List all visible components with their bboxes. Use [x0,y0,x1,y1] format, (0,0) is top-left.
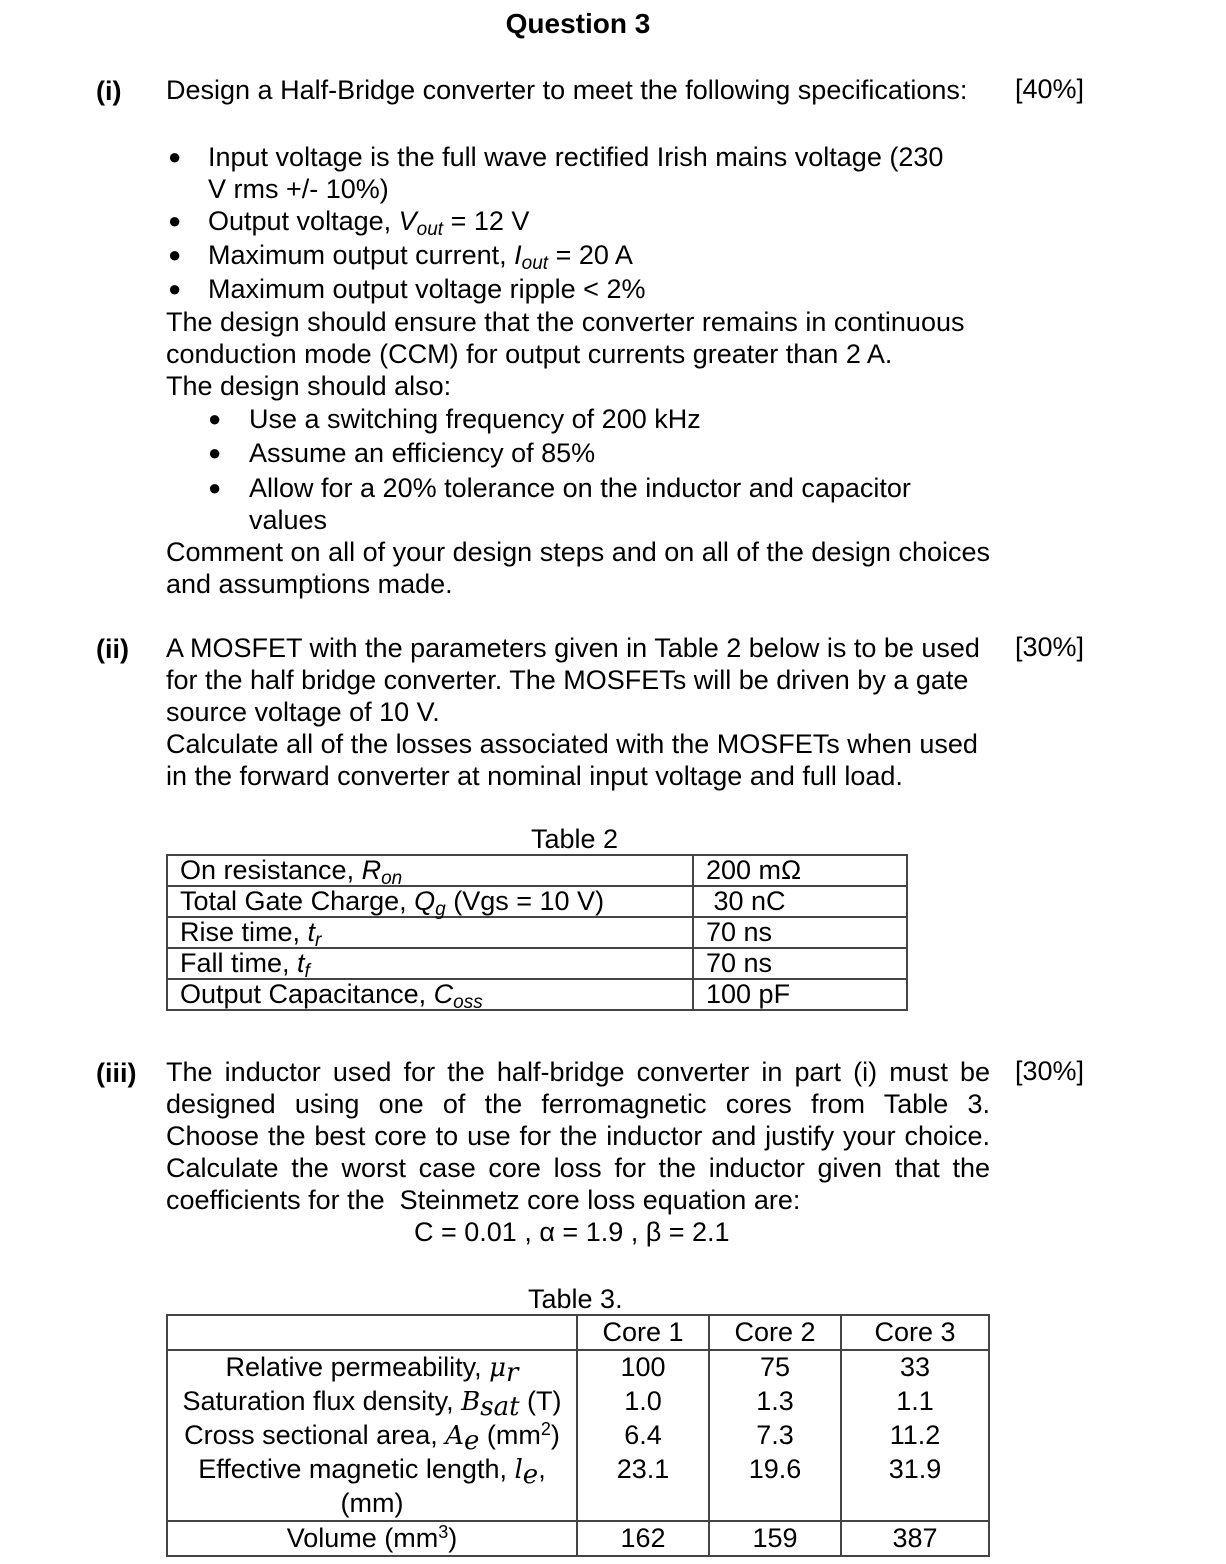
part-iii-line4: Calculate the worst case core loss for the inductor given that the [166,1153,990,1183]
table-cell: Total Gate Charge, $Q_g$ (Vgs = 10 V) [167,886,693,917]
table-cell: 1.3 [709,1385,841,1419]
ccm-text-line1: The design should ensure that the converter remains in continuous [166,307,965,337]
table-cell: 23.1 [577,1453,709,1521]
table-cell: Volume $(mm^3)$ [167,1521,577,1556]
table-cell: Fall time, $t_f$ [167,948,693,979]
table-row [167,1350,989,1385]
table-cell: 11.2 [841,1419,989,1453]
spec-input-voltage-line1: Input voltage is the full wave rectified Irish mains voltage (230 [208,142,944,172]
table-row [167,1521,989,1556]
part-iii-label: (iii) [96,1058,137,1088]
table-cell: 6.4 [577,1419,709,1453]
part-iii-line5: coefficients for the Steinmetz core loss equation are: [166,1185,801,1215]
part-i-heading: Design a Half-Bridge converter to meet the following specifications: [166,75,968,105]
table-cell: Effective magnetic length, $l_e$, (mm) [167,1453,577,1521]
table-cell: 31.9 [841,1453,989,1521]
req-switching-frequency: Use a switching frequency of 200 kHz [249,404,701,434]
table-cell: 100 pF [693,979,907,1010]
table-cell: 19.6 [709,1453,841,1521]
table-3 [166,1314,990,1557]
table-cell [167,1315,577,1350]
table-cell: 70 ns [693,948,907,979]
table-2-caption: Table 2 [531,824,619,854]
part-ii-line4: Calculate all of the losses associated with the MOSFETs when used [166,729,978,759]
req-tolerance-line1: Allow for a 20% tolerance on the inductor and capacitor [249,473,911,503]
table-cell: 30 nC [693,886,907,917]
table-header-cell: Core 2 [709,1315,841,1350]
part-iii-line2: designed using one of the ferromagnetic cores from Table 3. [166,1089,990,1119]
table-cell: 159 [709,1521,841,1556]
ccm-text-line2: conduction mode (CCM) for output currents greater than 2 A. [166,339,893,369]
table-cell: Saturation flux density, $B_{sat}$ (T) [167,1385,577,1419]
table-cell: Output Capacitance, $C_{oss}$ [167,979,693,1010]
table-row [167,979,907,1010]
part-ii-marks: [30%] [1015,632,1085,662]
req-efficiency: Assume an efficiency of 85% [249,438,596,468]
bullet-icon: ● [168,144,182,169]
table-cell: 33 [841,1350,989,1385]
bullet-icon: ● [208,406,222,431]
page-title: Question 3 [505,8,651,39]
table-row [167,855,907,886]
comment-text-line1: Comment on all of your design steps and on all of the design choices [166,537,990,567]
table-3-caption: Table 3. [528,1284,623,1314]
table-row [167,917,907,948]
part-ii-label: (ii) [96,634,129,664]
part-ii-line2: for the half bridge converter. The MOSFETs will be driven by a gate [166,665,969,695]
part-ii-line1: A MOSFET with the parameters given in Table 2 below is to be used [166,633,980,663]
table-cell: Cross sectional area, $A_e$ $(mm^2)$ [167,1419,577,1453]
table-row [167,1419,989,1453]
part-i-marks: [40%] [1015,74,1085,104]
part-ii-line3: source voltage of 10 V. [166,697,440,727]
table-row [167,886,907,917]
spec-output-voltage: Output voltage, $V_{out} = 12$ V [208,206,530,240]
spec-output-current: Maximum output current, $I_{out} = 20$ A [208,240,633,274]
table-cell: 7.3 [709,1419,841,1453]
steinmetz-equation: C = 0.01 , α = 1.9 , β = 2.1 [414,1217,730,1247]
table-cell: 162 [577,1521,709,1556]
table-cell: Rise time, $t_r$ [167,917,693,948]
comment-text-line2: and assumptions made. [166,569,453,599]
part-i-label: (i) [96,76,122,106]
table-row [167,948,907,979]
table-row [167,1385,989,1419]
req-tolerance-line2: values [249,505,328,535]
table-2 [166,854,908,1011]
bullet-icon: ● [168,276,182,301]
part-ii-line5: in the forward converter at nominal input voltage and full load. [166,761,903,791]
bullet-icon: ● [168,208,182,233]
table-cell: 387 [841,1521,989,1556]
table-cell: 100 [577,1350,709,1385]
table-cell: Relative permeability, $\mu_r$ [167,1350,577,1385]
table-header-cell: Core 3 [841,1315,989,1350]
spec-ripple: Maximum output voltage ripple < 2% [208,274,646,304]
table-row [167,1453,989,1521]
table-cell: 75 [709,1350,841,1385]
spec-input-voltage-line2: V rms +/- 10%) [208,174,389,204]
table-cell: On resistance, $R_{on}$ [167,855,693,886]
table-cell: 1.1 [841,1385,989,1419]
table-cell: 70 ns [693,917,907,948]
part-iii-marks: [30%] [1015,1056,1085,1086]
table-cell: 1.0 [577,1385,709,1419]
table-header-row [167,1315,989,1350]
table-cell: 200 mΩ [693,855,907,886]
part-iii-line1: The inductor used for the half-bridge converter in part (i) must be [166,1057,990,1087]
part-iii-line3: Choose the best core to use for the inductor and justify your choice. [166,1121,990,1151]
table-header-cell: Core 1 [577,1315,709,1350]
bullet-icon: ● [208,475,222,500]
design-also-text: The design should also: [166,371,452,401]
bullet-icon: ● [208,440,222,465]
bullet-icon: ● [168,242,182,267]
